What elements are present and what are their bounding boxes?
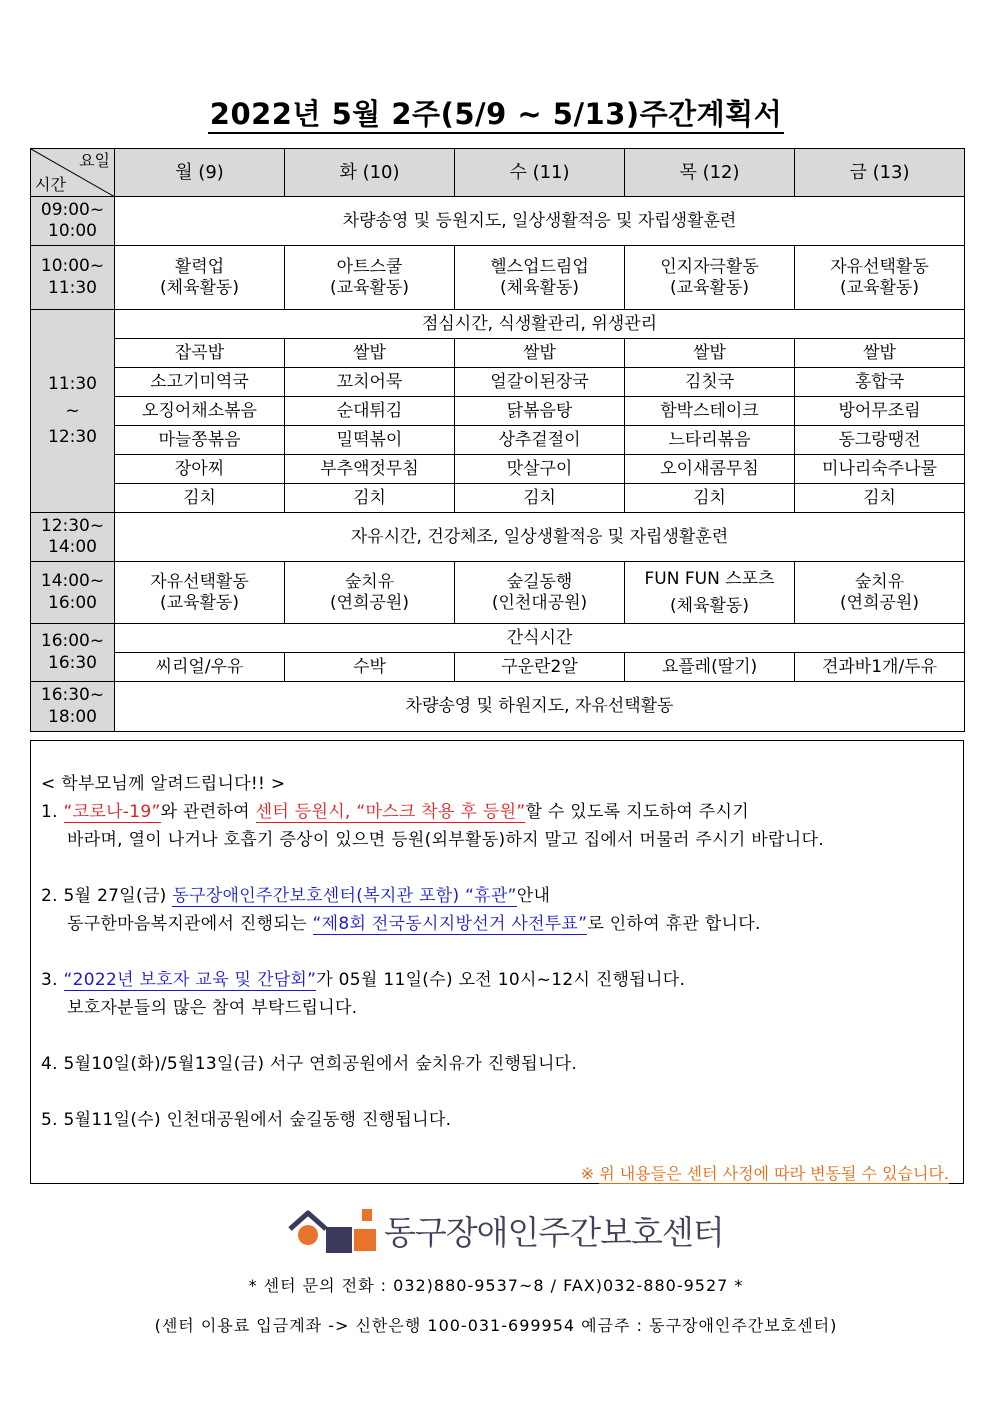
menu-item: 쌀밥 — [455, 339, 625, 368]
snack-row — [31, 653, 965, 682]
menu-row — [31, 484, 965, 513]
account-info: (센터 이용료 입금계좌 -> 신한은행 100-031-699954 예금주 : 동구장애인주간보호센터) — [154, 1316, 838, 1335]
activity-cell: 차량송영 및 등원지도, 일상생활적응 및 자립생활훈련 — [115, 197, 965, 246]
menu-item: 소고기미역국 — [115, 368, 285, 397]
day-header-wed: 수 (11) — [455, 149, 625, 197]
activity-cell: 숲치유 (연희공원) — [285, 562, 455, 624]
header-row — [31, 149, 965, 197]
time-cell: 16:30~ 18:00 — [31, 682, 115, 732]
activity-cell: 자유선택활동 (교육활동) — [795, 246, 965, 310]
menu-item: 얼갈이된장국 — [455, 368, 625, 397]
activity-cell: 아트스쿨 (교육활동) — [285, 246, 455, 310]
menu-item: 방어무조림 — [795, 397, 965, 426]
menu-item: 함박스테이크 — [625, 397, 795, 426]
menu-row — [31, 397, 965, 426]
activity-cell: 자유선택활동 (교육활동) — [115, 562, 285, 624]
menu-row — [31, 339, 965, 368]
corner-time-label: 시간 — [35, 174, 66, 194]
schedule-row-1230 — [31, 513, 965, 562]
activity-cell: 헬스업드림업 (체육활동) — [455, 246, 625, 310]
notice-item-5: 5. 5월11일(수) 인천대공원에서 숲길동행 진행됩니다. — [41, 1110, 452, 1130]
snack-item: 구운란2알 — [455, 653, 625, 682]
menu-row — [31, 368, 965, 397]
snack-item: 수박 — [285, 653, 455, 682]
time-cell: 09:00~ 10:00 — [31, 197, 115, 246]
activity-cell: 인지자극활동 (교육활동) — [625, 246, 795, 310]
menu-item: 순대튀김 — [285, 397, 455, 426]
activity-cell: 숲길동행 (인천대공원) — [455, 562, 625, 624]
activity-cell: 자유시간, 건강체조, 일상생활적응 및 자립생활훈련 — [115, 513, 965, 562]
day-header-tue: 화 (10) — [285, 149, 455, 197]
menu-item: 쌀밥 — [795, 339, 965, 368]
menu-item: 김치 — [625, 484, 795, 513]
weekly-schedule-table — [30, 148, 965, 732]
activity-cell: FUN FUN 스포츠 (체육활동) — [625, 562, 795, 624]
time-cell: 10:00~ 11:30 — [31, 246, 115, 310]
menu-item: 맛살구이 — [455, 455, 625, 484]
corner-day-label: 요일 — [79, 151, 110, 170]
menu-item: 미나리숙주나물 — [795, 455, 965, 484]
snack-item: 견과바1개/두유 — [795, 653, 965, 682]
notice-item-1-line2: 바라며, 열이 나거나 호흡기 증상이 있으면 등원(외부활동)하지 말고 집에서 머물러 주시기 바랍니다. — [67, 830, 824, 850]
menu-item: 꼬치어묵 — [285, 368, 455, 397]
day-header-mon: 월 (9) — [115, 149, 285, 197]
schedule-row-1000 — [31, 246, 965, 310]
time-cell: 12:30~ 14:00 — [31, 513, 115, 562]
corner-cell — [31, 149, 115, 197]
time-cell: 16:00~ 16:30 — [31, 624, 115, 682]
menu-item: 홍합국 — [795, 368, 965, 397]
snack-item: 씨리얼/우유 — [115, 653, 285, 682]
menu-item: 쌀밥 — [285, 339, 455, 368]
lunch-header-row — [31, 310, 965, 339]
menu-item: 오이새콤무침 — [625, 455, 795, 484]
center-logo — [288, 1205, 724, 1255]
menu-item: 잡곡밥 — [115, 339, 285, 368]
notice-item-2: 2. 5월 27일(금) 동구장애인주간보호센터(복지관 포함) “휴관”안내 — [41, 886, 551, 906]
time-cell: 11:30 ~ 12:30 — [31, 310, 115, 513]
menu-item: 김치 — [115, 484, 285, 513]
schedule-row-0900 — [31, 197, 965, 246]
contact-info: * 센터 문의 전화 : 032)880-9537~8 / FAX)032-880-9527 * — [248, 1276, 744, 1295]
notice-item-1: 1. “코로나-19”와 관련하여 센터 등원시, “마스크 착용 후 등원”할 수 있도록 지도하여 주시기 — [41, 802, 749, 822]
menu-item: 장아찌 — [115, 455, 285, 484]
activity-cell: 차량송영 및 하원지도, 자유선택활동 — [115, 682, 965, 732]
menu-item: 김치 — [285, 484, 455, 513]
snack-header: 간식시간 — [115, 624, 965, 653]
activity-cell: 숲치유 (연희공원) — [795, 562, 965, 624]
menu-row — [31, 426, 965, 455]
menu-item: 오징어채소볶음 — [115, 397, 285, 426]
day-header-thu: 목 (12) — [625, 149, 795, 197]
menu-item: 느타리볶음 — [625, 426, 795, 455]
menu-item: 김치 — [795, 484, 965, 513]
lunch-header: 점심시간, 식생활관리, 위생관리 — [115, 310, 965, 339]
notice-heading: < 학부모님께 알려드립니다!! > — [41, 774, 286, 794]
notice-item-3-line2: 보호자분들의 많은 참여 부탁드립니다. — [67, 998, 358, 1018]
time-cell: 14:00~ 16:00 — [31, 562, 115, 624]
notice-item-4: 4. 5월10일(화)/5월13일(금) 서구 연희공원에서 숲치유가 진행됩니다. — [41, 1054, 578, 1074]
notice-item-3: 3. “2022년 보호자 교육 및 간담회”가 05월 11일(수) 오전 10시~12시 진행됩니다. — [41, 970, 686, 990]
menu-item: 김치 — [455, 484, 625, 513]
notice-box — [30, 740, 964, 1184]
menu-item: 부추액젓무침 — [285, 455, 455, 484]
notice-item-2-line2: 동구한마음복지관에서 진행되는 “제8회 전국동시지방선거 사전투표”로 인하여 휴관 합니다. — [67, 914, 761, 934]
menu-item: 상추겉절이 — [455, 426, 625, 455]
house-logo-icon — [288, 1205, 380, 1253]
menu-item: 동그랑땡전 — [795, 426, 965, 455]
schedule-row-1400 — [31, 562, 965, 624]
menu-item: 닭볶음탕 — [455, 397, 625, 426]
snack-item: 요플레(딸기) — [625, 653, 795, 682]
snack-header-row — [31, 624, 965, 653]
menu-item: 쌀밥 — [625, 339, 795, 368]
center-name: 동구장애인주간보호센터 — [384, 1213, 724, 1252]
menu-item: 밀떡볶이 — [285, 426, 455, 455]
menu-row — [31, 455, 965, 484]
day-header-fri: 금 (13) — [795, 149, 965, 197]
menu-item: 김칫국 — [625, 368, 795, 397]
menu-item: 마늘쫑볶음 — [115, 426, 285, 455]
schedule-row-1630 — [31, 682, 965, 732]
page-title: 2022년 5월 2주(5/9 ~ 5/13)주간계획서 — [0, 92, 992, 133]
notice-footnote: ※ 위 내용들은 센터 사정에 따라 변동될 수 있습니다. — [580, 1164, 949, 1183]
activity-cell: 활력업 (체육활동) — [115, 246, 285, 310]
